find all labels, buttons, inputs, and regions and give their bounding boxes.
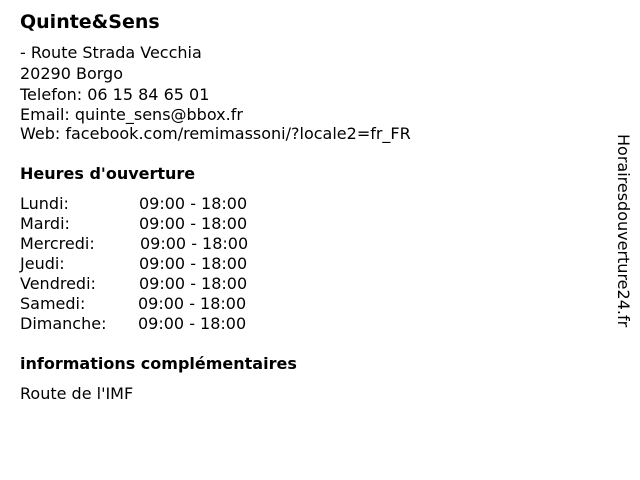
day-label: Samedi: bbox=[20, 294, 86, 313]
business-name: Quinte&Sens bbox=[20, 11, 160, 33]
day-label: Mardi: bbox=[20, 214, 70, 233]
day-label: Lundi: bbox=[20, 194, 69, 213]
phone-number: Telefon: 06 15 84 65 01 bbox=[20, 85, 210, 104]
day-label: Jeudi: bbox=[20, 254, 65, 273]
additional-info-title: informations complémentaires bbox=[20, 354, 297, 373]
time-range: 09:00 - 18:00 bbox=[139, 274, 248, 293]
opening-hours-title: Heures d'ouverture bbox=[20, 164, 196, 183]
time-range: 09:00 - 18:00 bbox=[138, 314, 247, 333]
day-label: Dimanche: bbox=[20, 314, 107, 333]
additional-info-text: Route de l'IMF bbox=[20, 384, 134, 403]
time-range: 09:00 - 18:00 bbox=[139, 194, 248, 213]
email-address: Email: quinte_sens@bbox.fr bbox=[20, 105, 243, 124]
time-range: 09:00 - 18:00 bbox=[139, 214, 248, 233]
time-range: 09:00 - 18:00 bbox=[138, 294, 247, 313]
watermark-text: Horairesdouverture24.fr bbox=[614, 134, 633, 328]
site-watermark bbox=[593, 110, 640, 370]
time-range: 09:00 - 18:00 bbox=[140, 234, 249, 253]
website-link: Web: facebook.com/remimassoni/?locale2=fr_FR bbox=[20, 124, 411, 143]
day-label: Mercredi: bbox=[20, 234, 95, 253]
day-label: Vendredi: bbox=[20, 274, 96, 293]
time-range: 09:00 - 18:00 bbox=[139, 254, 248, 273]
address-city: 20290 Borgo bbox=[20, 64, 123, 83]
address-street: - Route Strada Vecchia bbox=[20, 43, 202, 62]
